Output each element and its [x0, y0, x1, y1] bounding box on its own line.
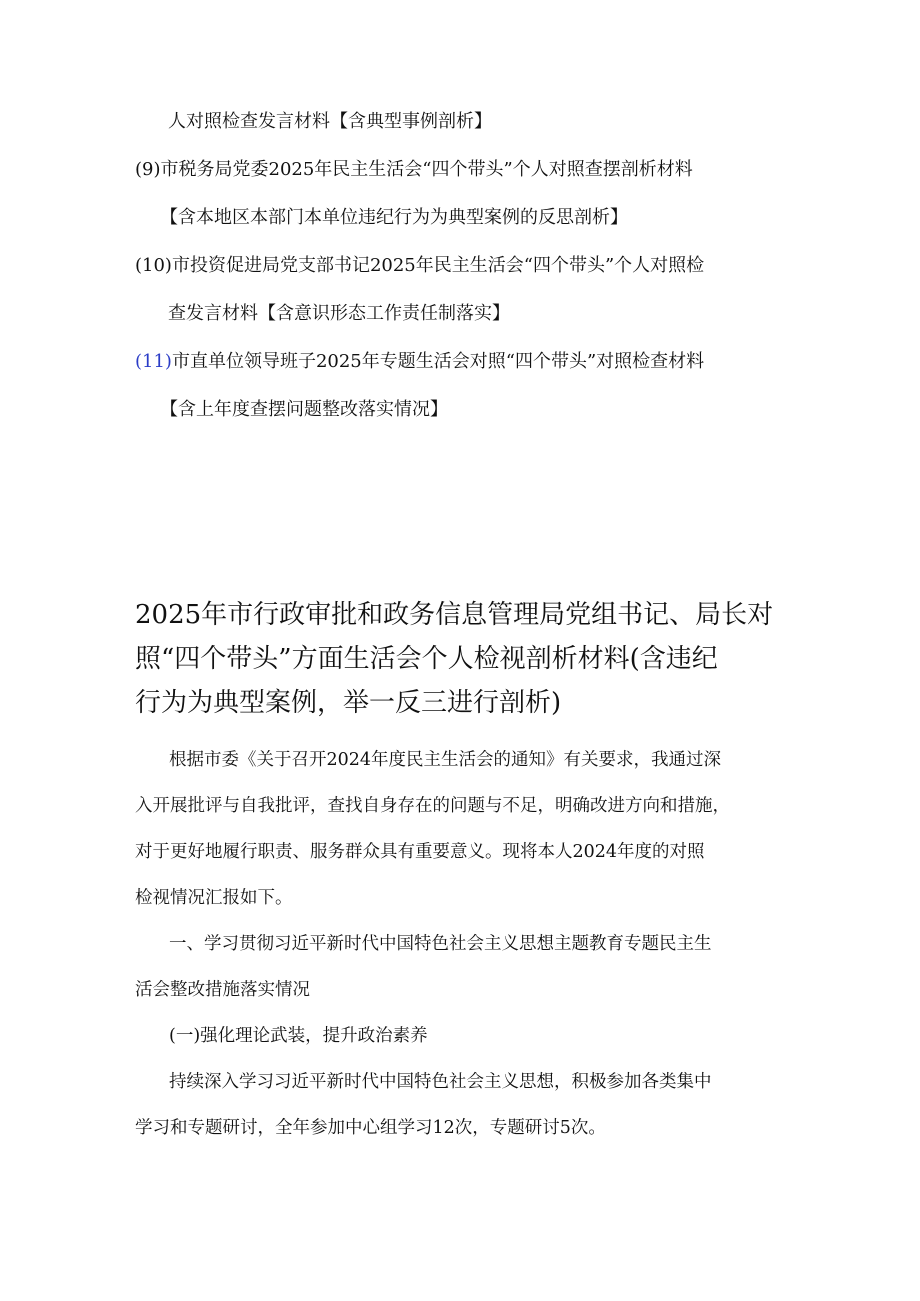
toc-item-10[interactable] — [0, 254, 920, 278]
document-body — [135, 748, 795, 1162]
title-line: 2025年市行政审批和政务信息管理局党组书记、局长对 — [135, 600, 774, 630]
toc-item-9-text: 市税务局党委2025年民主生活会“四个带头”个人对照查摆剖析材料 — [160, 159, 693, 180]
subsection-heading: (一)强化理论武装，提升政治素养 — [169, 1026, 428, 1046]
document-title — [135, 593, 795, 725]
toc-item-11-number[interactable]: (11) — [135, 351, 172, 372]
toc-item-9[interactable] — [0, 158, 920, 182]
section-heading-line: 活会整改措施落实情况 — [135, 980, 310, 1000]
toc-item-10-text: 市投资促进局党支部书记2025年民主生活会“四个带头”个人对照检 — [171, 255, 705, 276]
title-line: 行为为典型案例，举一反三进行剖析) — [135, 688, 562, 718]
toc-item-10-number: (10) — [135, 255, 172, 276]
paragraph-line: 入开展批评与自我批评，查找自身存在的问题与不足，明确改进方向和措施， — [135, 796, 730, 816]
paragraph-line: 对于更好地履行职责、服务群众具有重要意义。现将本人2024年度的对照 — [135, 842, 705, 862]
toc-item-11-text: 市直单位领导班子2025年专题生活会对照“四个带头”对照检查材料 — [171, 351, 705, 372]
toc-item-10-continuation[interactable]: 查发言材料【含意识形态工作责任制落实】 — [168, 303, 510, 324]
paragraph-line: 根据市委《关于召开2024年度民主生活会的通知》有关要求，我通过深 — [169, 750, 722, 770]
paragraph-line: 持续深入学习习近平新时代中国特色社会主义思想，积极参加各类集中 — [169, 1072, 712, 1092]
toc-item-8-continuation[interactable]: 人对照检查发言材料【含典型事例剖析】 — [168, 111, 492, 132]
paragraph-line: 学习和专题研讨，全年参加中心组学习12次，专题研讨5次。 — [135, 1118, 606, 1138]
section-heading-line: 一、学习贯彻习近平新时代中国特色社会主义思想主题教育专题民主生 — [169, 934, 712, 954]
table-of-contents — [0, 110, 920, 446]
paragraph-line: 检视情况汇报如下。 — [135, 888, 293, 908]
toc-item-9-number: (9) — [135, 159, 161, 180]
title-line: 照“四个带头”方面生活会个人检视剖析材料(含违纪 — [135, 644, 718, 674]
toc-item-11-continuation[interactable]: 【含上年度查摆问题整改落实情况】 — [160, 399, 448, 420]
toc-item-9-continuation[interactable]: 【含本地区本部门本单位违纪行为为典型案例的反思剖析】 — [160, 207, 628, 228]
toc-item-11[interactable] — [0, 350, 920, 374]
